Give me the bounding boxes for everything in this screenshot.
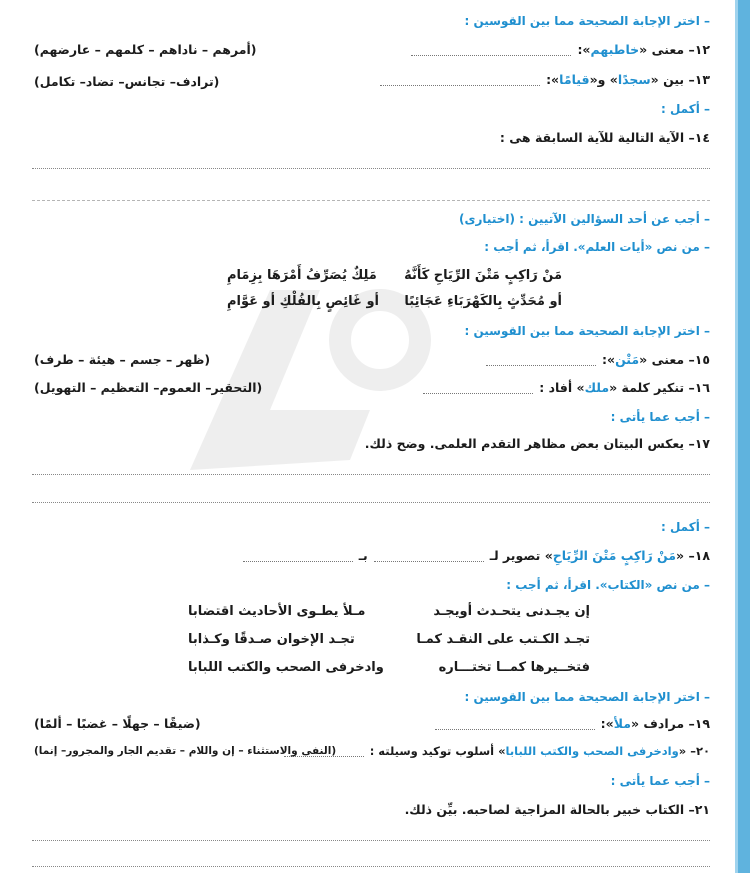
question-21: ٢١– الكتاب خبير بالحالة المزاجية لصاحبه. بيِّن ذلك.	[404, 802, 710, 817]
q13-word2: قيامًا	[559, 72, 590, 87]
q13-word1: سجدًا	[617, 72, 651, 87]
section-divider	[32, 200, 710, 201]
q12-prefix: ١٢– معنى «	[639, 42, 710, 57]
instruction-choose: – اختر الإجابة الصحيحة مما بين القوسين :	[464, 14, 710, 28]
q19-prefix: ١٩– مرادف «	[630, 716, 710, 731]
question-20	[278, 744, 710, 758]
q13-prefix: ١٣– بين «	[650, 72, 710, 87]
question-18	[237, 548, 710, 563]
q12-suffix: »:	[577, 42, 591, 57]
verse-b-right: تجـد الكـتب على النقـد كمـا	[416, 632, 590, 647]
answer-line[interactable]	[32, 866, 710, 867]
instruction-complete: – أكمل :	[660, 520, 710, 534]
question-14: ١٤– الآية التالية للآية السابقة هى :	[499, 130, 710, 145]
q16-prefix: ١٦– تنكير كلمة «	[609, 380, 710, 395]
verse-c-left: وادخرفى الصحب والكتب اللبابا	[188, 660, 384, 675]
question-12	[405, 42, 710, 57]
page-edge-stripe	[735, 0, 738, 873]
instruction-choose: – اختر الإجابة الصحيحة مما بين القوسين :	[464, 324, 710, 338]
instruction-complete: – أكمل :	[660, 102, 710, 116]
q16-suffix: » أفاد :	[539, 380, 585, 395]
verse-a-right: إن يجـدنى يتحـدث أويجـد	[433, 604, 590, 619]
exam-page	[12, 0, 730, 873]
question-13	[374, 72, 710, 87]
answer-blank[interactable]	[374, 552, 484, 562]
q20-phrase: وادخرفى الصحب والكتب اللبابا	[505, 744, 679, 758]
q18-bi: بـ	[358, 548, 368, 563]
answer-line[interactable]	[32, 502, 710, 503]
q12-word: خاطبهم	[590, 42, 640, 57]
q20-suffix: » أسلوب توكيد وسيلته :	[369, 744, 506, 758]
q16-word: ملك	[584, 380, 610, 395]
verse-a-left: مـلأ يطـوى الأحاديث اقتضابا	[188, 604, 366, 619]
q18-suffix: » تصوير لـ	[489, 548, 553, 563]
answer-line[interactable]	[32, 840, 710, 841]
answer-blank[interactable]	[423, 384, 533, 394]
verse-1-right: مَنْ رَاكِبٍ مَتْنَ الرِّيَاحِ كَأَنَّهُ	[404, 268, 562, 283]
text-source: – من نص «الكتاب». اقرأ، ثم أجب :	[506, 578, 710, 592]
q19-word: ملأ	[613, 716, 631, 731]
q13-options: (ترادف– تجانس– تضاد– تكامل)	[34, 74, 220, 89]
answer-blank[interactable]	[411, 46, 571, 56]
answer-blank[interactable]	[243, 552, 353, 562]
q19-options: (ضيقًا – جهلًا – غضبًا – ألمًا)	[34, 716, 201, 731]
answer-line[interactable]	[32, 168, 710, 169]
q12-options: (أمرهم – ناداهم – كلمهم – عارضهم)	[34, 42, 257, 57]
q13-suffix: »:	[546, 72, 560, 87]
q15-word: مَتْن	[615, 352, 640, 367]
question-16	[417, 380, 710, 395]
q19-suffix: »:	[600, 716, 614, 731]
text-source: – من نص «أيات العلم». اقرأ، ثم أجب :	[484, 240, 710, 254]
answer-blank[interactable]	[380, 76, 540, 86]
verse-2-right: أو مُحَدِّثٍ بِالكَهْرَبَاءِ عَجَائِبًا	[404, 294, 562, 309]
answer-line[interactable]	[32, 474, 710, 475]
q16-options: (التحقير– العموم– التعظيم – التهويل)	[34, 380, 263, 395]
verse-c-right: فتخــيرها كمــا تختـــاره	[438, 660, 590, 675]
q18-prefix: ١٨– «	[676, 548, 710, 563]
question-17: ١٧– يعكس البيتان بعض مظاهر التقدم العلمى. وضح ذلك.	[364, 436, 710, 451]
q13-mid: » و«	[589, 72, 618, 87]
question-19	[429, 716, 710, 731]
question-15	[480, 352, 710, 367]
q15-prefix: ١٥– معنى «	[639, 352, 710, 367]
verse-2-left: أو غَائِصٍ بِالفُلْكِ أو عَوَّامِ	[227, 294, 379, 309]
verse-b-left: تجـد الإخوان صـدقًا وكـذابا	[188, 632, 355, 647]
q15-options: (ظهر – جسم – هيئة – طرف)	[34, 352, 211, 367]
instruction-answer: – أجب عما يأتى :	[610, 410, 710, 424]
instruction-answer: – أجب عما يأتى :	[610, 774, 710, 788]
instruction-choose: – اختر الإجابة الصحيحة مما بين القوسين :	[464, 690, 710, 704]
verse-1-left: مَلِكٌ يُصَرِّفُ أَمْرَهَا بِزِمَامِ	[227, 268, 377, 283]
page-edge-bar	[738, 0, 750, 873]
q20-options: (النفى والاستثناء – إن واللام – تقديم الجار والمجرور– إنما)	[34, 745, 337, 757]
instruction-optional: – أجب عن أحد السؤالين الآتيين : (اختيارى)	[459, 212, 710, 226]
answer-blank[interactable]	[435, 720, 595, 730]
q20-prefix: ٢٠– «	[678, 744, 710, 758]
answer-blank[interactable]	[486, 356, 596, 366]
q18-phrase: مَنْ رَاكِبٍ مَتْنَ الرِّيَاحِ	[552, 548, 677, 563]
q15-suffix: »:	[601, 352, 616, 367]
